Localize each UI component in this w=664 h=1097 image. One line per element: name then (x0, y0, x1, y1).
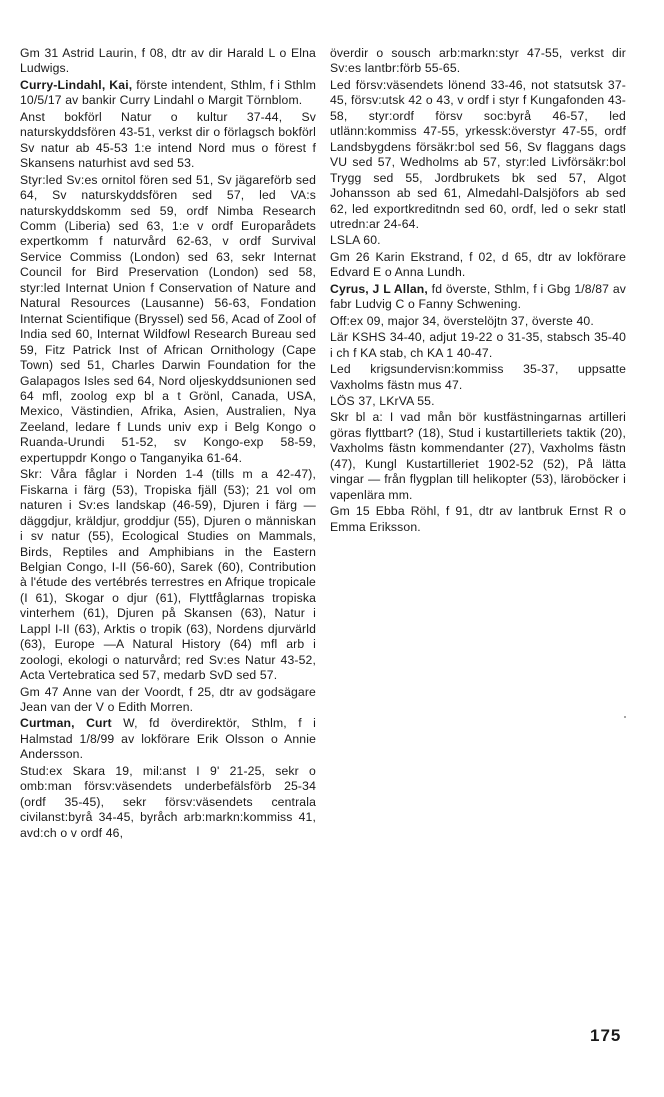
entry-career-continued: överdir o sousch arb:markn:styr 47-55, verkst dir Sv:es lantbr:förb 55-65. (330, 46, 626, 76)
entry-marriage-voordt: Gm 47 Anne van der Voordt, f 25, dtr av godsägare Jean van der V o Edith Morren. (20, 684, 316, 715)
left-column (20, 46, 316, 842)
entry-boards: Styr:led Sv:es ornitol fören sed 51, Sv jägareförb sed 64, Sv naturskyddsfören sed 57, led VA:s naturskyddskomm sed 59, ordf Nimba Research Comm (Liberia) sed 63, 1:e v ordf Europarådets expertkomm f naturvård 62-63, v ordf Survival Service Commiss (London) sed 63, sekr Internat Council for Bird Preservation (London) sed 58, styr:led Internat Union f Conservation of Nature and Natural Resources (Lausanne) 56-63, Fondation Internat Scientifique (Bryssel) sed 56, Acad of Zool of India sed 60, Internat Wildfowl Research Bureau sed 59, Fitz Patrick Inst of African Ornithology (Cape Town) sed 51, Charles Darwin Foundation for the Galapagos Isles sed 64, Nord oljeskyddsunionen sed 64 mfl, zoolog exp bl a t Grönl, Canada, USA, Mexico, Västindien, Afrika, Asien, Australien, Nya Zeeland, ledare f Lunds univ exp i Belg Kongo o Ruanda-Urundi 51-52, sv Kongo-exp 58-59, expertuppdr Kongo o Tanganyika 61-64. (20, 172, 316, 465)
right-column (330, 46, 626, 536)
entry-writings: Skr: Våra fåglar i Norden 1-4 (tills m a 42-47), Fiskarna i färg (53), Tropiska fjäll (53); 21 vol om naturen i Sv:es landskap (46-59), Djuren i färg — däggdjur, kräldjur, groddjur (55), Djuren o människan i sv natur (55), Ecological Studies on Mammals, Birds, Reptiles and Amphibians in the Eastern Belgian Congo, I-II (56-60), Sarek (60), Contribution à l'étude des vertébrés terrestres en Afrique tropicale (I 61), Skogar o djur (61), Flyttfåglarnas tropiska vinterhem (61), Djuren på Skansen (63), Natur i Lappl I-II (63), Arktis o tropik (63), Nordens djurvärld (63), Europe —A Natural History (64) mfl arb i zoologi, ekologi o naturvård; red Sv:es Natur 43-52, Acta Vertebratica sed 57, medarb SvD sed 57. (20, 467, 316, 683)
entry-name: Cyrus, J L Allan, (330, 281, 428, 296)
entry-teaching: Lär KSHS 34-40, adjut 19-22 o 31-35, stabsch 35-40 i ch f KA stab, ch KA 1 40-47. (330, 330, 626, 360)
entry-details: fd överste, Sthlm, f i Gbg 1/8/87 av fabr Ludvig C o Fanny Schwening. (330, 281, 626, 312)
entry-details: W, fd överdirektör, Sthlm, f i Halmstad 1/8/99 av lokförare Erik Olsson o Annie Andersson. (20, 716, 316, 762)
entry-header-cyrus (330, 282, 626, 313)
entry-name: Curry-Lindahl, Kai, (20, 77, 133, 92)
print-speck (624, 716, 626, 718)
entry-career: Stud:ex Skara 19, mil:anst I 9' 21-25, sekr o omb:man försv:väsendets underbefälsförb 25-34 (ordf 35-45), sekr försv:väsendets centrala civilanst:byrå 34-45, byråch arb:markn:kommiss 41, avd:ch o v ordf 46, (20, 763, 316, 840)
entry-career: Anst bokförl Natur o kultur 37-44, Sv naturskyddsfören 43-51, verkst dir o förlagsch bokförl Sv natur ab 45-53 1:e intend Nord mus o förest f Skansens naturhist avd sed 53. (20, 109, 316, 171)
entry-honors: LSLA 60. (330, 233, 381, 248)
entry-name: Curtman, Curt (20, 716, 112, 731)
entry-honors: LÖS 37, LKrVA 55. (330, 393, 435, 408)
entry-marriage-ekstrand: Gm 26 Karin Ekstrand, f 02, d 65, dtr av lokförare Edvard E o Anna Lundh. (330, 249, 626, 280)
entry-header-curtman (20, 716, 316, 762)
entry-boards: Led försv:väsendets lönend 33-46, not statsutsk 37-45, försv:utsk 42 o 43, v ordf i styr f Kungafonden 43-58, styr:ordf försv soc:byrå 46-57, led utlänn:kommiss 47-55, yrkessk:överstyr 47-55, ordf Landsbygdens försäkr:bol sed 56, Sv flaggans dags VU sed 57, Wedholms ab 57, styr:led Livförsäkr:bol Trygg sed 55, Jordbrukets bk sed 57, Algot Johansson ab sed 61, Almedahl-Dalsjöfors ab sed 62, led exportkreditndn sed 60, ordf, led o sekr statl utredn:ar 24-64. (330, 77, 626, 231)
entry-military-career: Off:ex 09, major 34, överstelöjtn 37, överste 40. (330, 313, 594, 328)
entry-details: förste intendent, Sthlm, f i Sthlm 10/5/17 av bankir Curry Lindahl o Margit Törnblom. (20, 77, 316, 108)
entry-marriage-laurin: Gm 31 Astrid Laurin, f 08, dtr av dir Harald L o Elna Ludwigs. (20, 46, 316, 76)
page-number: 175 (590, 1026, 622, 1045)
entry-writings: Skr bl a: I vad mån bör kustfästningarnas artilleri göras flyttbart? (18), Stud i kustartilleriets taktik (20), Vaxholms fästn kommendanter (27), Vaxholms fästn (47), Kungl Kustartilleriet 1902-52 (52), På lätta vingar — från flygplan till helikopter (53), läroböcker i vapenlära mm. (330, 410, 626, 502)
entry-commissions: Led krigsundervisn:kommiss 35-37, uppsatte Vaxholms fästn mus 47. (330, 362, 626, 392)
entry-header-curry-lindahl (20, 78, 316, 109)
entry-marriage-rohl: Gm 15 Ebba Röhl, f 91, dtr av lantbruk Ernst R o Emma Eriksson. (330, 504, 626, 534)
